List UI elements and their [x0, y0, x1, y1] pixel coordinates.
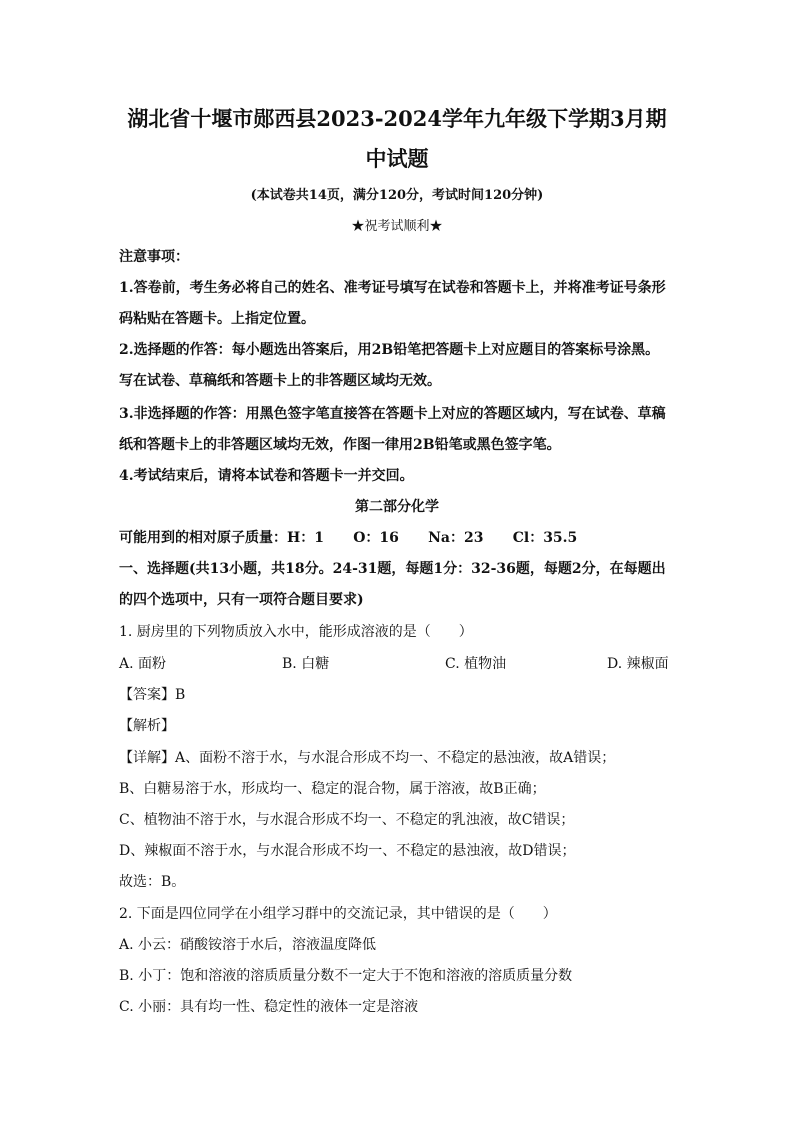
atomic-mass-line: 可能用到的相对原子质量：H：1 O：16 Na：23 Cl：35.5 [119, 530, 578, 546]
q2-option-c: C. 小丽：具有均一性、稳定性的液体一定是溶液 [119, 999, 419, 1015]
q1-analysis-label: 【解析】 [119, 718, 175, 734]
q1-answer: 【答案】B [119, 687, 186, 703]
q1-detail-d: D、辣椒面不溶于水，与水混合形成不均一、不稳定的悬浊液，故D错误； [119, 843, 576, 859]
title-line-1: 湖北省十堰市郧西县2023-2024学年九年级下学期3月期 [127, 106, 667, 131]
q1-detail-b: B、白糖易溶于水，形成均一、稳定的混合物，属于溶液，故B正确； [119, 781, 546, 797]
q1-option-c: C. 植物油 [445, 656, 507, 672]
note-3-line-1: 3.非选择题的作答：用黑色签字笔直接答在答题卡上对应的答题区域内，写在试卷、草稿 [119, 406, 666, 422]
mc-intro-line-2: 的四个选项中，只有一项符合题目要求) [119, 592, 364, 608]
part-title: 第二部分化学 [355, 499, 439, 515]
q1-stem: 1. 厨房里的下列物质放入水中，能形成溶液的是（ ） [119, 624, 473, 640]
q1-option-a: A. 面粉 [119, 656, 167, 672]
q1-option-d: D. 辣椒面 [607, 656, 669, 672]
q2-stem: 2. 下面是四位同学在小组学习群中的交流记录，其中错误的是（ ） [119, 906, 557, 922]
title-line-2: 中试题 [365, 146, 429, 171]
note-1-line-2: 码粘贴在答题卡。上指定位置。 [119, 311, 315, 327]
q1-conclusion: 故选：B。 [119, 874, 186, 890]
note-1-line-1: 1.答卷前，考生务必将自己的姓名、准考证号填写在试卷和答题卡上，并将准考证号条形 [119, 280, 666, 296]
q2-option-a: A. 小云：硝酸铵溶于水后，溶液温度降低 [119, 937, 377, 953]
mc-intro-line-1: 一、选择题(共13小题，共18分。24-31题，每题1分：32-36题，每题2分，在每题出 [119, 561, 666, 577]
note-4: 4.考试结束后，请将本试卷和答题卡一并交回。 [119, 468, 414, 484]
q2-option-b: B. 小丁：饱和溶液的溶质质量分数不一定大于不饱和溶液的溶质质量分数 [119, 968, 573, 984]
q1-option-b: B. 白糖 [282, 656, 330, 672]
blessing: ★祝考试顺利★ [351, 219, 443, 234]
note-2-line-1: 2.选择题的作答：每小题选出答案后，用2B铅笔把答题卡上对应题目的答案标号涂黑。 [119, 342, 660, 358]
exam-info: (本试卷共14页，满分120分，考试时间120分钟) [250, 188, 544, 203]
note-2-line-2: 写在试卷、草稿纸和答题卡上的非答题区域均无效。 [119, 373, 441, 389]
notes-heading: 注意事项： [119, 249, 189, 265]
q1-detail-c: C、植物油不溶于水，与水混合形成不均一、不稳定的乳浊液，故C错误； [119, 812, 575, 828]
note-3-line-2: 纸和答题卡上的非答题区域均无效，作图一律用2B铅笔或黑色签字笔。 [119, 437, 561, 453]
q1-detail-a: 【详解】A、面粉不溶于水，与水混合形成不均一、不稳定的悬浊液，故A错误； [119, 750, 616, 766]
